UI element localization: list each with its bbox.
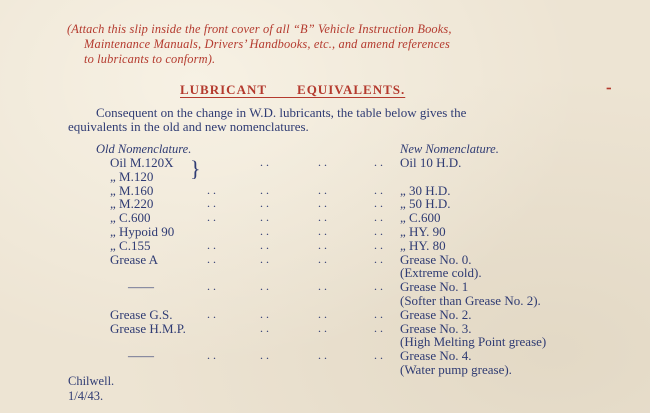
- new-cell: Oil 10 H.D.: [400, 155, 462, 170]
- leader-dots: . .: [374, 223, 383, 238]
- leader-dots: . .: [374, 196, 383, 211]
- table-row: [0, 170, 650, 184]
- leader-dots: . .: [207, 251, 216, 266]
- new-cell: Grease No. 0.: [400, 251, 472, 267]
- table-row: [0, 280, 650, 294]
- old-cell: Grease H.M.P.: [110, 320, 186, 336]
- table-row: [0, 184, 650, 198]
- old-cell: „ M.220: [110, 196, 154, 212]
- leader-dots: . .: [374, 306, 383, 321]
- old-cell: „ C.600: [110, 210, 151, 226]
- old-cell-dash: ——: [128, 279, 154, 295]
- new-cell: (Water pump grease).: [400, 361, 512, 377]
- leader-dots: . .: [207, 210, 216, 225]
- leader-dots: . .: [260, 155, 269, 169]
- table-row: [0, 335, 650, 349]
- note-line-3: to lubricants to conform).: [84, 52, 216, 66]
- instruction-note: [67, 22, 584, 67]
- table-row: [0, 349, 650, 363]
- leader-dots: . .: [207, 279, 216, 294]
- table-row: [0, 225, 650, 239]
- old-cell: Oil M.120X: [110, 155, 174, 170]
- leader-dots: . .: [318, 210, 327, 225]
- table-row: [0, 308, 650, 322]
- leader-dots: . .: [374, 279, 383, 294]
- leader-dots: . .: [374, 348, 383, 363]
- table-row: [0, 239, 650, 253]
- leader-dots: . .: [374, 237, 383, 252]
- leader-dots: . .: [260, 251, 269, 266]
- new-cell: „ C.600: [400, 210, 441, 226]
- brace-symbol: }: [190, 156, 201, 181]
- new-cell: „ 50 H.D.: [400, 196, 451, 212]
- leader-dots: . .: [318, 348, 327, 363]
- leader-dots: . .: [318, 237, 327, 252]
- leader-dots: . .: [318, 320, 327, 335]
- table-row: [0, 197, 650, 211]
- leader-dots: . .: [318, 223, 327, 238]
- new-cell: Grease No. 2.: [400, 306, 472, 322]
- old-cell: „ M.120: [110, 168, 154, 184]
- leader-dots: . .: [260, 320, 269, 335]
- table-row: [0, 266, 650, 280]
- new-cell: (Softer than Grease No. 2).: [400, 292, 541, 308]
- new-nomenclature-header: New Nomenclature.: [400, 142, 499, 156]
- new-cell: „ 30 H.D.: [400, 182, 451, 198]
- footer-place: Chilwell.: [68, 374, 115, 388]
- table-row: [0, 322, 650, 336]
- leader-dots: . .: [318, 182, 327, 197]
- old-cell: „ Hypoid 90: [110, 223, 175, 239]
- leader-dots: . .: [260, 196, 269, 211]
- leader-dots: . .: [318, 306, 327, 321]
- old-cell: „ C.155: [110, 237, 151, 253]
- old-cell: „ M.160: [110, 182, 154, 198]
- leader-dots: . .: [260, 210, 269, 225]
- old-cell-dash: ——: [128, 348, 154, 364]
- footer: [68, 374, 114, 403]
- leader-dots: . .: [318, 155, 327, 169]
- new-cell: Grease No. 3.: [400, 320, 472, 336]
- new-cell: „ HY. 80: [400, 237, 446, 253]
- leader-dots: . .: [374, 251, 383, 266]
- leader-dots: . .: [207, 237, 216, 252]
- leader-dots: . .: [207, 306, 216, 321]
- leader-dots: . .: [207, 348, 216, 363]
- intro-line-1: Consequent on the change in W.D. lubricants, the table below gives the: [96, 105, 467, 120]
- table-row: [0, 253, 650, 267]
- table-row: [0, 211, 650, 225]
- new-cell: Grease No. 4.: [400, 348, 472, 364]
- leader-dots: . .: [318, 196, 327, 211]
- leader-dots: . .: [207, 182, 216, 197]
- table-row: [0, 156, 650, 170]
- leader-dots: . .: [260, 223, 269, 238]
- leader-dots: . .: [318, 279, 327, 294]
- page-title: LUBRICANT EQUIVALENTS.: [180, 82, 406, 97]
- leader-dots: . .: [260, 306, 269, 321]
- note-line-2: Maintenance Manuals, Drivers’ Handbooks, etc., and amend references: [84, 37, 450, 51]
- red-mark-decoration: ⁃: [605, 82, 613, 98]
- new-cell: Grease No. 1: [400, 279, 469, 295]
- old-nomenclature-header: Old Nomenclature.: [96, 142, 192, 156]
- intro-line-2: equivalents in the old and new nomenclatures.: [68, 118, 309, 134]
- leader-dots: . .: [260, 279, 269, 294]
- leader-dots: . .: [374, 155, 383, 169]
- intro-paragraph: [68, 106, 628, 133]
- new-cell: (High Melting Point grease): [400, 334, 547, 350]
- table-row: [0, 294, 650, 308]
- leader-dots: . .: [260, 182, 269, 197]
- leader-dots: . .: [260, 348, 269, 363]
- old-cell: Grease A: [110, 251, 159, 267]
- leader-dots: . .: [318, 251, 327, 266]
- leader-dots: . .: [374, 320, 383, 335]
- new-cell: „ HY. 90: [400, 223, 446, 239]
- footer-date: 1/4/43.: [68, 388, 104, 403]
- old-cell: Grease G.S.: [110, 306, 173, 322]
- leader-dots: . .: [260, 237, 269, 252]
- equivalents-table: [0, 156, 650, 377]
- new-cell: (Extreme cold).: [400, 265, 482, 281]
- note-line-1: (Attach this slip inside the front cover of all “B” Vehicle Instruction Books,: [67, 22, 452, 36]
- leader-dots: . .: [374, 210, 383, 225]
- leader-dots: . .: [207, 196, 216, 211]
- leader-dots: . .: [374, 182, 383, 197]
